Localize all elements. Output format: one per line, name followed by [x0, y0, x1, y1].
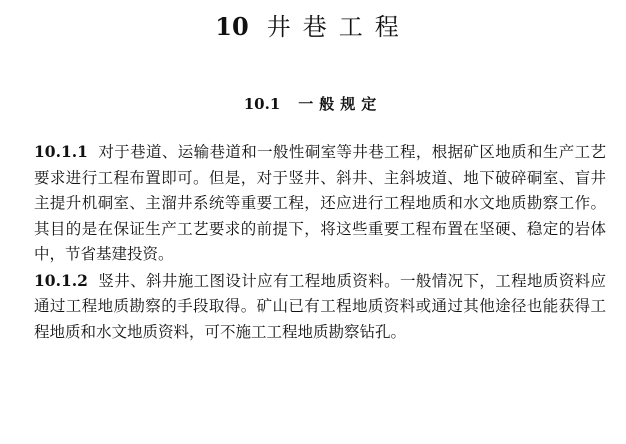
- chapter-title: [0, 12, 626, 42]
- chapter-title-text: 井巷工程: [266, 13, 411, 41]
- clause-10-1-2: [34, 268, 606, 346]
- clause-number: 10.1.2: [34, 270, 88, 290]
- clause-text: 对于巷道、运输巷道和一般性硐室等井巷工程，根据矿区地质和生产工艺要求进行工程布置即可。但是，对于竖井、斜井、主斜坡道、地下破碎硐室、盲井主提升机硐室、主溜井系统等重要工程，还应进行工程地质和水文地质勘察工作。其目的是在保证生产工艺要求的前提下，将这些重要工程布置在坚硬、稳定的岩体中，节省基建投资。: [34, 143, 606, 263]
- section-title-text: 一般规定: [298, 95, 383, 113]
- clause-text: 竖井、斜井施工图设计应有工程地质资料。一般情况下，工程地质资料应通过工程地质勘察的手段取得。矿山已有工程地质资料或通过其他途径也能获得工程地质和水文地质资料，可不施工工程地质勘察钻孔。: [34, 271, 606, 341]
- document-body: [34, 139, 606, 345]
- chapter-number: 10: [215, 12, 249, 41]
- clause-10-1-1: [34, 139, 606, 268]
- clause-number: 10.1.1: [34, 142, 88, 161]
- section-title: [0, 94, 626, 114]
- section-number: 10.1: [243, 95, 281, 113]
